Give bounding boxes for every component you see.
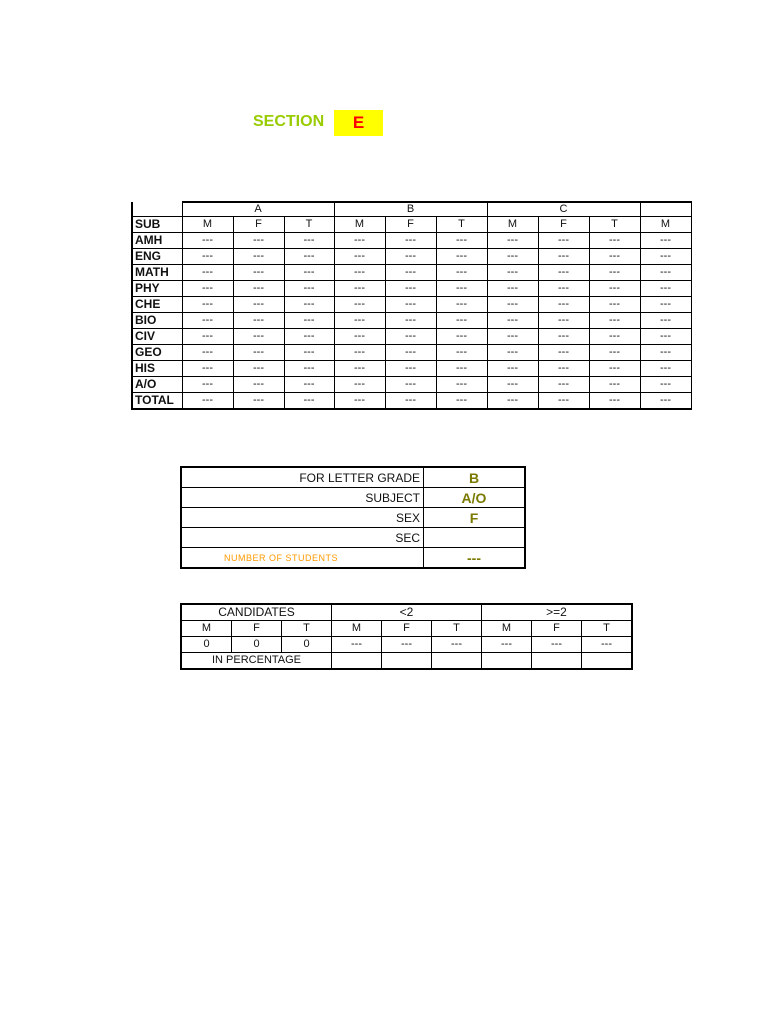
subject-label: SUBJECT bbox=[181, 488, 424, 508]
grade-cell: --- bbox=[233, 233, 284, 249]
grade-cell: --- bbox=[284, 233, 334, 249]
subject-cell: BIO bbox=[132, 313, 182, 329]
grade-cell: --- bbox=[334, 345, 385, 361]
grade-cell: --- bbox=[487, 281, 538, 297]
grade-cell: --- bbox=[589, 345, 640, 361]
grade-cell: --- bbox=[284, 329, 334, 345]
grade-cell: --- bbox=[233, 265, 284, 281]
subcol-header: F bbox=[385, 217, 436, 233]
grade-cell: --- bbox=[334, 249, 385, 265]
grade-cell: --- bbox=[538, 345, 589, 361]
sec-label: SEC bbox=[181, 528, 424, 548]
group-header bbox=[640, 202, 691, 217]
grade-cell: --- bbox=[385, 361, 436, 377]
grade-cell: --- bbox=[233, 249, 284, 265]
subcol-header-row bbox=[132, 217, 691, 233]
grade-cell: --- bbox=[436, 313, 487, 329]
cand-percent bbox=[432, 653, 482, 670]
grade-cell: --- bbox=[436, 361, 487, 377]
cand-count: --- bbox=[482, 637, 532, 653]
grade-cell: --- bbox=[436, 345, 487, 361]
cand-header-row bbox=[181, 604, 632, 621]
num-students-label: NUMBER OF STUDENTS bbox=[181, 548, 424, 569]
subcol-header: M bbox=[487, 217, 538, 233]
grade-cell: --- bbox=[233, 297, 284, 313]
subcol-header: F bbox=[538, 217, 589, 233]
table-row bbox=[132, 345, 691, 361]
grade-cell: --- bbox=[385, 281, 436, 297]
subcol-header: M bbox=[334, 217, 385, 233]
grade-cell: --- bbox=[385, 233, 436, 249]
subcol-header: F bbox=[233, 217, 284, 233]
num-students-value: --- bbox=[424, 548, 526, 569]
cand-count: 0 bbox=[282, 637, 332, 653]
grade-cell: --- bbox=[182, 361, 233, 377]
subject-value: A/O bbox=[424, 488, 526, 508]
info-row bbox=[181, 528, 525, 548]
grade-cell: --- bbox=[640, 329, 691, 345]
grade-cell: --- bbox=[487, 233, 538, 249]
grade-cell: --- bbox=[436, 249, 487, 265]
grade-cell: --- bbox=[334, 377, 385, 393]
grade-cell: --- bbox=[487, 265, 538, 281]
cand-subcol: F bbox=[532, 621, 582, 637]
grade-cell: --- bbox=[385, 265, 436, 281]
cand-count: --- bbox=[432, 637, 482, 653]
grade-cell: --- bbox=[385, 329, 436, 345]
subcol-header: T bbox=[589, 217, 640, 233]
subject-cell: HIS bbox=[132, 361, 182, 377]
grade-cell: --- bbox=[487, 393, 538, 410]
cand-subcol: T bbox=[582, 621, 633, 637]
grade-cell: --- bbox=[284, 249, 334, 265]
table-row bbox=[132, 249, 691, 265]
info-row bbox=[181, 508, 525, 528]
grade-cell: --- bbox=[182, 329, 233, 345]
info-row bbox=[181, 467, 525, 488]
grade-cell: --- bbox=[538, 233, 589, 249]
subcol-header: T bbox=[284, 217, 334, 233]
table-row bbox=[132, 393, 691, 410]
grade-cell: --- bbox=[233, 393, 284, 410]
grade-cell: --- bbox=[538, 249, 589, 265]
cand-subcol: M bbox=[181, 621, 232, 637]
table-row bbox=[132, 265, 691, 281]
grade-cell: --- bbox=[182, 297, 233, 313]
candidates-table bbox=[180, 603, 633, 670]
group-header-row bbox=[132, 202, 691, 217]
grade-cell: --- bbox=[640, 233, 691, 249]
grade-cell: --- bbox=[538, 313, 589, 329]
grade-cell: --- bbox=[640, 361, 691, 377]
cand-percent bbox=[482, 653, 532, 670]
group-header: C bbox=[487, 202, 640, 217]
cand-count: --- bbox=[532, 637, 582, 653]
table-row bbox=[132, 361, 691, 377]
subject-cell: A/O bbox=[132, 377, 182, 393]
table-row bbox=[132, 329, 691, 345]
cand-count: --- bbox=[332, 637, 382, 653]
corner-cell bbox=[132, 202, 182, 217]
grade-cell: --- bbox=[640, 265, 691, 281]
info-row bbox=[181, 488, 525, 508]
grade-cell: --- bbox=[233, 281, 284, 297]
grade-cell: --- bbox=[640, 313, 691, 329]
grade-cell: --- bbox=[589, 377, 640, 393]
grade-cell: --- bbox=[334, 265, 385, 281]
table-row bbox=[132, 377, 691, 393]
grade-cell: --- bbox=[436, 297, 487, 313]
grade-cell: --- bbox=[182, 233, 233, 249]
grade-cell: --- bbox=[436, 393, 487, 410]
grade-cell: --- bbox=[385, 249, 436, 265]
table-row bbox=[132, 281, 691, 297]
grade-cell: --- bbox=[284, 297, 334, 313]
grade-cell: --- bbox=[487, 345, 538, 361]
grade-cell: --- bbox=[538, 297, 589, 313]
cand-percent bbox=[532, 653, 582, 670]
grade-cell: --- bbox=[538, 377, 589, 393]
grade-cell: --- bbox=[334, 297, 385, 313]
grade-cell: --- bbox=[182, 265, 233, 281]
grade-cell: --- bbox=[233, 361, 284, 377]
grade-cell: --- bbox=[589, 265, 640, 281]
grade-cell: --- bbox=[233, 329, 284, 345]
grade-cell: --- bbox=[182, 249, 233, 265]
subject-cell: ENG bbox=[132, 249, 182, 265]
grade-cell: --- bbox=[385, 345, 436, 361]
grade-cell: --- bbox=[182, 377, 233, 393]
grade-cell: --- bbox=[182, 313, 233, 329]
subcol-header: M bbox=[182, 217, 233, 233]
subcol-header: T bbox=[436, 217, 487, 233]
subject-cell: PHY bbox=[132, 281, 182, 297]
sec-value bbox=[424, 528, 526, 548]
grade-cell: --- bbox=[284, 361, 334, 377]
lt2-header: <2 bbox=[332, 604, 482, 621]
grade-cell: --- bbox=[233, 377, 284, 393]
group-header: B bbox=[334, 202, 487, 217]
cand-percent bbox=[582, 653, 633, 670]
grade-cell: --- bbox=[385, 393, 436, 410]
grade-cell: --- bbox=[334, 281, 385, 297]
grade-cell: --- bbox=[436, 329, 487, 345]
letter-grade-label: FOR LETTER GRADE bbox=[181, 467, 424, 488]
grade-cell: --- bbox=[589, 313, 640, 329]
section-value: E bbox=[334, 110, 383, 136]
grade-cell: --- bbox=[334, 233, 385, 249]
grade-cell: --- bbox=[233, 313, 284, 329]
grade-cell: --- bbox=[487, 329, 538, 345]
cand-count: 0 bbox=[232, 637, 282, 653]
subject-cell: MATH bbox=[132, 265, 182, 281]
sub-header: SUB bbox=[132, 217, 182, 233]
grade-cell: --- bbox=[538, 265, 589, 281]
grade-cell: --- bbox=[284, 313, 334, 329]
grade-cell: --- bbox=[640, 345, 691, 361]
table-row bbox=[132, 297, 691, 313]
grade-cell: --- bbox=[284, 281, 334, 297]
table-row bbox=[132, 233, 691, 249]
subject-cell: CIV bbox=[132, 329, 182, 345]
cand-subcol: T bbox=[432, 621, 482, 637]
sex-label: SEX bbox=[181, 508, 424, 528]
ge2-header: >=2 bbox=[482, 604, 633, 621]
grade-table-body bbox=[132, 233, 691, 410]
grade-cell: --- bbox=[182, 393, 233, 410]
grade-cell: --- bbox=[640, 393, 691, 410]
grade-cell: --- bbox=[182, 281, 233, 297]
grade-cell: --- bbox=[385, 377, 436, 393]
grade-cell: --- bbox=[182, 345, 233, 361]
grade-cell: --- bbox=[487, 249, 538, 265]
grade-cell: --- bbox=[640, 377, 691, 393]
sex-value: F bbox=[424, 508, 526, 528]
cand-count: --- bbox=[382, 637, 432, 653]
grade-cell: --- bbox=[385, 297, 436, 313]
candidates-header: CANDIDATES bbox=[181, 604, 332, 621]
grade-cell: --- bbox=[385, 313, 436, 329]
cand-subcol: T bbox=[282, 621, 332, 637]
grade-cell: --- bbox=[589, 393, 640, 410]
grade-cell: --- bbox=[538, 361, 589, 377]
grade-cell: --- bbox=[589, 361, 640, 377]
section-label: SECTION bbox=[253, 113, 325, 130]
grade-table bbox=[131, 201, 692, 410]
cand-subcol: M bbox=[482, 621, 532, 637]
grade-cell: --- bbox=[436, 265, 487, 281]
cand-percent bbox=[382, 653, 432, 670]
grade-cell: --- bbox=[284, 345, 334, 361]
grade-cell: --- bbox=[589, 329, 640, 345]
grade-cell: --- bbox=[436, 377, 487, 393]
grade-cell: --- bbox=[334, 313, 385, 329]
info-row bbox=[181, 548, 525, 569]
grade-cell: --- bbox=[589, 249, 640, 265]
grade-table-container bbox=[131, 201, 768, 410]
grade-cell: --- bbox=[334, 329, 385, 345]
grade-cell: --- bbox=[487, 297, 538, 313]
cand-percent-row bbox=[181, 653, 632, 670]
subject-cell: CHE bbox=[132, 297, 182, 313]
grade-cell: --- bbox=[589, 281, 640, 297]
percentage-label: IN PERCENTAGE bbox=[181, 653, 332, 670]
grade-cell: --- bbox=[284, 393, 334, 410]
group-header: A bbox=[182, 202, 334, 217]
cand-count-row bbox=[181, 637, 632, 653]
grade-cell: --- bbox=[538, 393, 589, 410]
grade-cell: --- bbox=[640, 249, 691, 265]
grade-cell: --- bbox=[334, 361, 385, 377]
cand-percent bbox=[332, 653, 382, 670]
grade-cell: --- bbox=[589, 297, 640, 313]
letter-grade-table bbox=[180, 466, 526, 569]
cand-count: --- bbox=[582, 637, 633, 653]
grade-cell: --- bbox=[487, 377, 538, 393]
grade-cell: --- bbox=[487, 313, 538, 329]
cand-subcol: F bbox=[382, 621, 432, 637]
grade-cell: --- bbox=[284, 377, 334, 393]
letter-grade-value: B bbox=[424, 467, 526, 488]
subject-cell: GEO bbox=[132, 345, 182, 361]
grade-cell: --- bbox=[436, 281, 487, 297]
subject-cell: AMH bbox=[132, 233, 182, 249]
cand-subcol: M bbox=[332, 621, 382, 637]
subcol-header: M bbox=[640, 217, 691, 233]
cand-count: 0 bbox=[181, 637, 232, 653]
grade-cell: --- bbox=[538, 329, 589, 345]
grade-cell: --- bbox=[233, 345, 284, 361]
grade-cell: --- bbox=[538, 281, 589, 297]
table-row bbox=[132, 313, 691, 329]
grade-cell: --- bbox=[640, 281, 691, 297]
grade-cell: --- bbox=[334, 393, 385, 410]
cand-subcol-row bbox=[181, 621, 632, 637]
grade-cell: --- bbox=[589, 233, 640, 249]
grade-cell: --- bbox=[487, 361, 538, 377]
grade-cell: --- bbox=[640, 297, 691, 313]
subject-cell: TOTAL bbox=[132, 393, 182, 410]
cand-subcol: F bbox=[232, 621, 282, 637]
grade-cell: --- bbox=[436, 233, 487, 249]
grade-cell: --- bbox=[284, 265, 334, 281]
